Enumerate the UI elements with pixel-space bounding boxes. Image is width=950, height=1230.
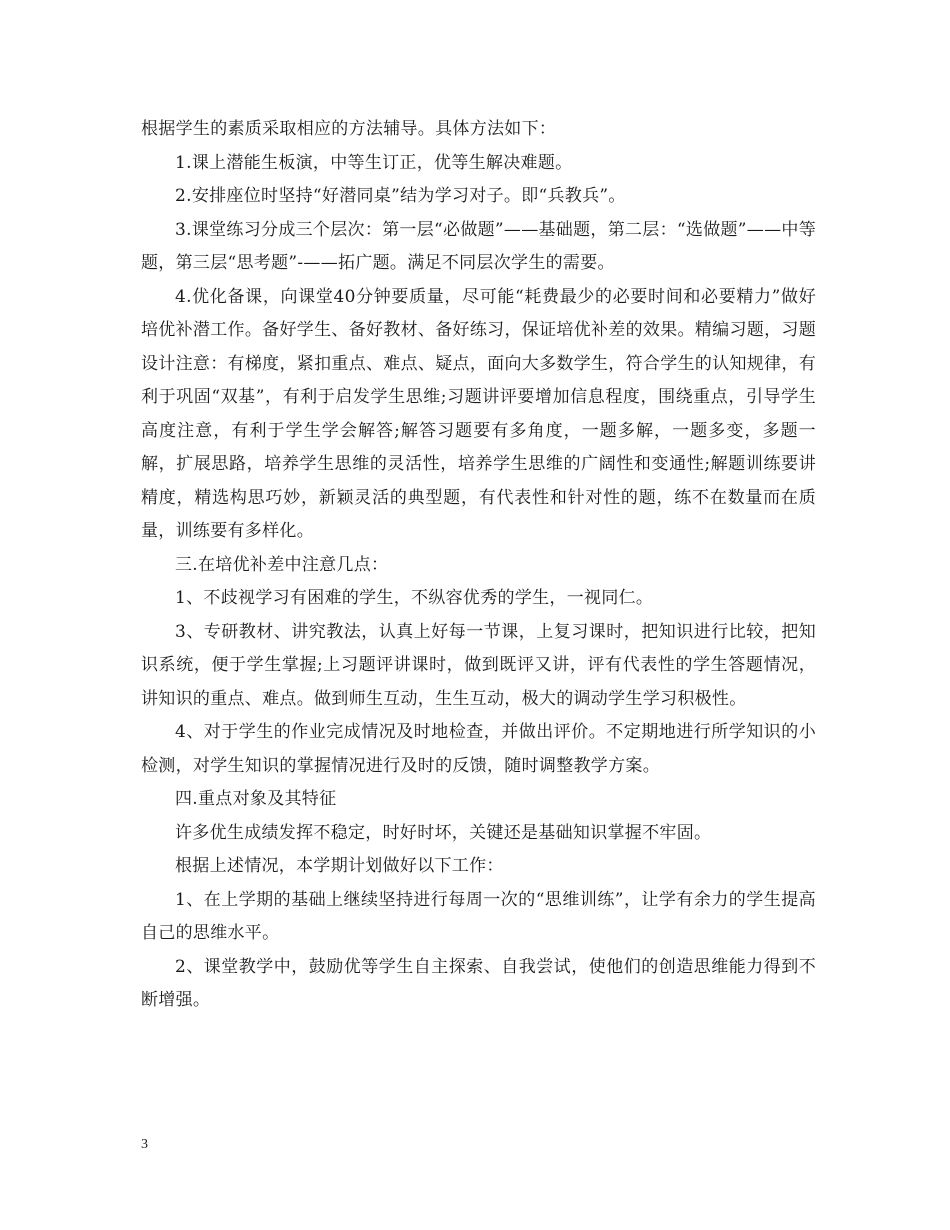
paragraph: 3、专研教材、讲究教法，认真上好每一节课，上复习课时，把知识进行比较，把知识系统，便于学生掌握;上习题评讲课时，做到既评又讲，评有代表性的学生答题情况，讲知识的重点、难点。做到师生互动，生生互动，极大的调动学生学习积极性。: [141, 621, 816, 709]
section-heading: 四.重点对象及其特征: [175, 789, 337, 809]
paragraph: 根据上述情况，本学期计划做好以下工作：: [175, 856, 504, 876]
paragraph: 许多优生成绩发挥不稳定，时好时坏，关键还是基础知识掌握不牢固。: [175, 822, 712, 843]
section-heading: 三.在培优补差中注意几点：: [175, 554, 389, 575]
paragraph: 1、在上学期的基础上继续坚持进行每周一次的“思维训练”，让学有余力的学生提高自己的思维水平。: [141, 889, 816, 943]
paragraph: 2、课堂教学中，鼓励优等学生自主探索、自我尝试，使他们的创造思维能力得到不断增强。: [141, 956, 816, 1010]
paragraph: 4、对于学生的作业完成情况及时地检查，并做出评价。不定期地进行所学知识的小检测，对学生知识的掌握情况进行及时的反馈，随时调整教学方案。: [141, 722, 816, 776]
paragraph: 根据学生的素质采取相应的方法辅导。具体方法如下：: [141, 119, 557, 139]
paragraph: 4.优化备课，向课堂40分钟要质量，尽可能“耗费最少的必要时间和必要精力”做好培优补潜工作。备好学生、备好教材、备好练习，保证培优补差的效果。精编习题，习题设计注意：有梯度，紧扣重点、难点、疑点，面向大多数学生，符合学生的认知规律，有利于巩固“双基”，有利于启发学生思维;习题讲评要增加信息程度，围绕重点，引导学生高度注意，有利于学生学会解答;解答习题要有多角度，一题多解，一题多变，多题一解，扩展思路，培养学生思维的灵活性，培养学生思维的广阔性和变通性;解题训练要讲精度，精选构思巧妙，新颖灵活的典型题，有代表性和针对性的题，练不在数量而在质量，训练要有多样化。: [141, 286, 816, 541]
paragraph: 1、不歧视学习有困难的学生，不纵容优秀的学生，一视同仁。: [175, 588, 654, 608]
paragraph: 3.课堂练习分成三个层次：第一层“必做题”——基础题，第二层：“选做题”——中等题，第三层“思考题”-——拓广题。满足不同层次学生的需要。: [141, 219, 816, 273]
paragraph: 2.安排座位时坚持“好潜同桌”结为学习对子。即“兵教兵”。: [175, 186, 626, 206]
page-number: 3: [141, 1137, 148, 1152]
document-body: [141, 113, 816, 1018]
paragraph: 1.课上潜能生板演，中等生订正，优等生解决难题。: [175, 152, 573, 173]
